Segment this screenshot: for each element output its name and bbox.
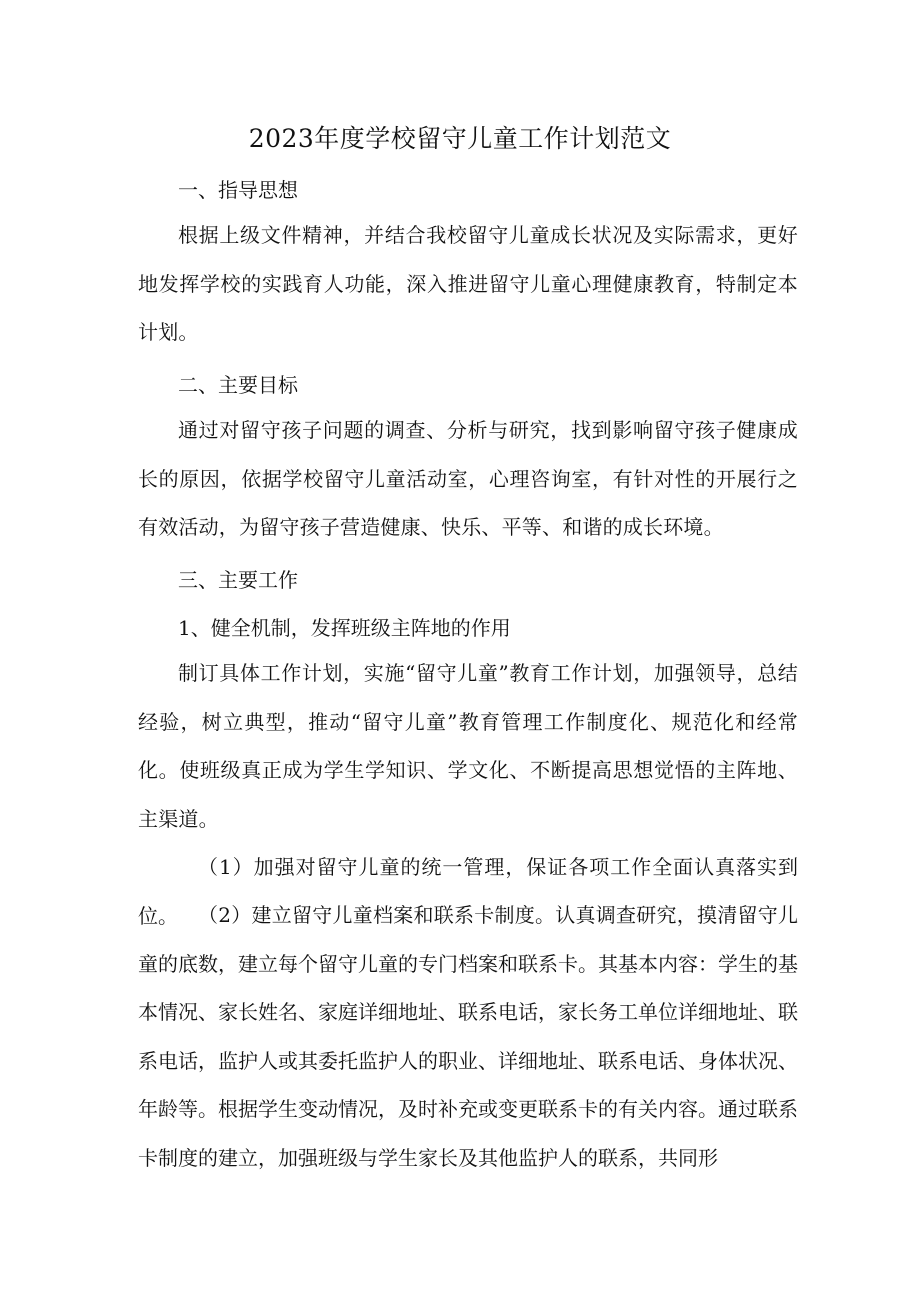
list-item: （2）建立留守儿童档案和联系卡制度。认真调查研究，摸清留守儿童的底数，建立每个留守儿童的专门档案和联系卡。其基本内容：学生的基本情况、家长姓名、家庭详细地址、联系电话，家长务工单位详细地址、联系电话，监护人或其委托监护人的职业、详细地址、联系电话、身体状况、年龄等。根据学生变动情况，及时补充或变更联系卡的有关内容。通过联系卡制度的建立，加强班级与学生家长及其他监护人的联系，共同形 [138, 903, 798, 1170]
section-paragraph-main-goals: 通过对留守孩子问题的调查、分析与研究，找到影响留守孩子健康成长的原因，依据学校留守儿童活动室，心理咨询室，有针对性的开展行之有效活动，为留守孩子营造健康、快乐、平等、和谐的成长环境。 [138, 418, 798, 540]
section-heading-main-work: 三、主要工作 [178, 568, 298, 592]
subsection-paragraph-mechanism: 制订具体工作计划，实施“留守儿童”教育工作计划，加强领导，总结经验，树立典型，推动“留守儿童”教育管理工作制度化、规范化和经常化。使班级真正成为学生学知识、学文化、不断提高思想觉悟的主阵地、主渠道。 [138, 661, 798, 831]
section-heading-guiding-ideology: 一、指导思想 [178, 178, 298, 202]
section-paragraph-guiding-ideology: 根据上级文件精神，并结合我校留守儿童成长状况及实际需求，更好地发挥学校的实践育人功能，深入推进留守儿童心理健康教育，特制定本计划。 [138, 223, 798, 345]
document-title: 2023年度学校留守儿童工作计划范文 [248, 124, 672, 153]
list-item: （1）加强对留守儿童的统一管理，保证各项工作全面认真落实到位。 [138, 855, 798, 928]
section-heading-main-goals: 二、主要目标 [178, 373, 298, 397]
subsection-heading-mechanism: 1、健全机制，发挥班级主阵地的作用 [178, 616, 511, 640]
